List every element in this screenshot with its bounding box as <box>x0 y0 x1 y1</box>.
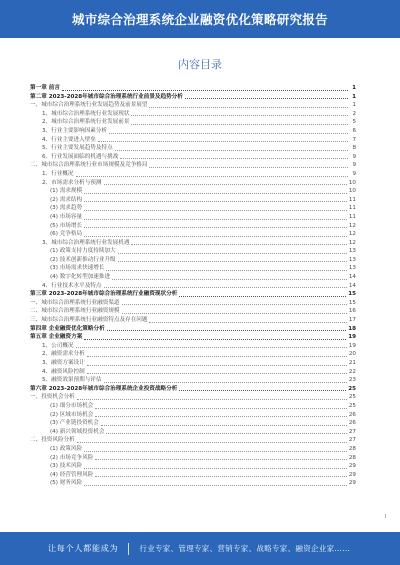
toc-leader-dots <box>118 252 347 254</box>
toc-entry-page: 13 <box>348 248 356 255</box>
toc-entry-page: 13 <box>348 256 356 263</box>
toc-entry[interactable] <box>30 127 356 136</box>
toc-entry-page: 27 <box>348 437 356 444</box>
toc-entry-page: 25 <box>348 394 356 401</box>
toc-entry-page: 11 <box>348 213 356 220</box>
toc-entry-label: 第六章 2023-2028年城市综合治理系统企业投资战略分析 <box>30 385 178 392</box>
toc-entry-page: 25 <box>348 385 356 392</box>
toc-entry-label: 3、城市综合治理系统行业发展机遇 <box>42 239 130 246</box>
footer-slogan: 让每个人都能成为 <box>48 544 119 553</box>
toc-entry-page: 7 <box>352 136 356 143</box>
toc-entry[interactable] <box>30 419 356 428</box>
toc-entry[interactable] <box>30 230 356 239</box>
toc-entry-label: (2) 需求结构 <box>50 196 83 203</box>
toc-leader-dots <box>131 123 348 125</box>
toc-entry-label: 2、城市综合治理系统行业发展前景 <box>42 119 130 126</box>
toc-entry-label: (2) 市场竞争风险 <box>50 454 94 461</box>
toc-entry[interactable] <box>30 454 356 463</box>
toc-entry-page: 27 <box>348 428 356 435</box>
toc-entry[interactable] <box>30 316 356 325</box>
toc-leader-dots <box>87 372 347 374</box>
toc-leader-dots <box>112 278 347 280</box>
toc-entry-page: 19 <box>348 342 356 349</box>
toc-entry-label: (1) 细分市场机会 <box>50 402 94 409</box>
toc-entry-page: 23 <box>348 377 356 384</box>
toc-entry[interactable] <box>30 479 356 488</box>
toc-entry-label: (3) 产业链投资机会 <box>50 420 99 427</box>
toc-entry-label: 第一章 前言 <box>30 85 60 91</box>
report-title: 城市综合治理系统企业融资优化策略研究报告 <box>71 12 328 27</box>
toc-entry[interactable] <box>30 264 356 273</box>
toc-leader-dots <box>77 441 347 443</box>
toc-entry[interactable] <box>30 256 356 265</box>
toc-entry[interactable] <box>30 273 356 282</box>
toc-leader-dots <box>84 218 347 220</box>
toc-entry[interactable] <box>30 93 356 102</box>
toc-entry-page: 28 <box>348 445 356 452</box>
toc-leader-dots <box>95 415 347 417</box>
toc-entry-page: 18 <box>348 325 356 332</box>
header-banner <box>0 0 400 38</box>
toc-entry-page: 5 <box>352 119 356 126</box>
toc-entry-label: (6) 竞争格局 <box>50 231 83 238</box>
toc-entry[interactable] <box>30 187 356 196</box>
toc-entry-page: 12 <box>348 239 356 246</box>
toc-entry-label: (1) 政策风险 <box>50 445 83 452</box>
toc-entry[interactable] <box>30 101 356 110</box>
toc-entry-label: 一、城市综合治理系统行业融资渠道 <box>30 299 120 306</box>
toc-entry[interactable] <box>30 110 356 119</box>
toc-leader-dots <box>77 398 347 400</box>
toc-leader-dots <box>120 157 348 159</box>
toc-entry-label: 一、投资机会分析 <box>30 394 75 401</box>
toc-leader-dots <box>95 407 347 409</box>
toc-entry[interactable] <box>30 350 356 359</box>
toc-entry-page: 29 <box>348 463 356 470</box>
toc-entry-page: 9 <box>352 170 356 177</box>
toc-entry[interactable] <box>30 393 356 402</box>
toc-entry-label: 1、公司概况 <box>42 342 74 349</box>
toc-entry[interactable] <box>30 161 356 170</box>
toc-leader-dots <box>76 175 348 177</box>
toc-entry-label: (2) 技术创新推动行业升级 <box>50 256 116 263</box>
toc-leader-dots <box>122 312 347 314</box>
toc-entry-page: 6 <box>352 127 356 134</box>
toc-entry[interactable] <box>30 213 356 222</box>
table-of-contents <box>30 84 356 488</box>
toc-entry-page: 1 <box>352 102 356 109</box>
toc-leader-dots <box>107 329 347 331</box>
toc-leader-dots <box>84 209 347 211</box>
toc-entry-page: 15 <box>348 299 356 306</box>
toc-entry[interactable] <box>30 359 356 368</box>
toc-leader-dots <box>179 295 346 297</box>
footer-divider <box>128 543 129 555</box>
toc-entry-label: (5) 财务风险 <box>50 480 83 487</box>
toc-entry-label: (4) 经营管理风险 <box>50 471 94 478</box>
toc-leader-dots <box>104 286 347 288</box>
toc-entry-label: 1、城市综合治理系统行业发展现状 <box>42 110 130 117</box>
toc-entry-label: 4、融资风险控制 <box>42 368 85 375</box>
toc-entry-label: 二、投资风险分析 <box>30 437 75 444</box>
toc-entry-label: 第三章 2023-2028年城市综合治理系统行业融资现状分析 <box>30 291 178 298</box>
toc-entry[interactable] <box>30 196 356 205</box>
toc-entry-label: 一、城市综合治理系统行业发展趋势及前景展望 <box>30 102 148 109</box>
toc-entry[interactable] <box>30 290 356 299</box>
footer-roles: 行业专家、管理专家、营销专家、战略专家、融资企业家…… <box>139 544 351 553</box>
toc-entry-label: 第五章 企业融资方案 <box>30 334 83 341</box>
toc-entry-page: 17 <box>348 317 356 324</box>
toc-leader-dots <box>84 450 347 452</box>
toc-heading: 内容目录 <box>178 58 222 71</box>
toc-entry-page: 13 <box>348 265 356 272</box>
toc-entry-page: 8 <box>352 145 356 152</box>
toc-entry[interactable] <box>30 204 356 213</box>
toc-entry-page: 21 <box>348 360 356 366</box>
toc-entry-label: 4、行业主要进入壁垒 <box>42 136 96 143</box>
toc-entry[interactable] <box>30 84 356 93</box>
toc-leader-dots <box>104 381 347 383</box>
toc-leader-dots <box>62 89 348 91</box>
toc-leader-dots <box>84 226 347 228</box>
toc-entry-label: 3、融资方案设计 <box>42 360 85 366</box>
footer-banner <box>0 532 400 565</box>
toc-entry-page: 19 <box>348 334 356 341</box>
toc-leader-dots <box>76 346 347 348</box>
toc-leader-dots <box>122 303 347 305</box>
toc-entry[interactable] <box>30 342 356 351</box>
toc-entry-page: 28 <box>348 454 356 461</box>
toc-entry-label: (4) 数字化转型加速推进 <box>50 274 111 281</box>
toc-leader-dots <box>149 106 348 108</box>
toc-entry-label: 5、融资效果预期与评估 <box>42 377 102 384</box>
toc-entry-page: 22 <box>348 368 356 375</box>
toc-leader-dots <box>131 114 348 116</box>
toc-leader-dots <box>106 432 346 434</box>
toc-entry[interactable] <box>30 428 356 437</box>
toc-leader-dots <box>87 355 347 357</box>
toc-entry[interactable] <box>30 170 356 179</box>
toc-entry-label: (3) 需求趋势 <box>50 205 83 212</box>
toc-leader-dots <box>149 321 346 323</box>
toc-entry[interactable] <box>30 222 356 231</box>
toc-entry-page: 14 <box>348 282 356 289</box>
toc-leader-dots <box>84 200 347 202</box>
toc-entry[interactable] <box>30 239 356 248</box>
toc-entry[interactable] <box>30 462 356 471</box>
toc-leader-dots <box>118 260 347 262</box>
toc-leader-dots <box>101 424 347 426</box>
toc-entry[interactable] <box>30 153 356 162</box>
toc-entry[interactable] <box>30 299 356 308</box>
toc-entry-label: (5) 市场增长 <box>50 222 83 229</box>
toc-entry-page: 26 <box>348 411 356 418</box>
toc-entry-label: (3) 市场需求快速增长 <box>50 265 105 272</box>
toc-leader-dots <box>149 166 348 168</box>
toc-entry[interactable] <box>30 471 356 480</box>
toc-entry-page: 29 <box>348 471 356 478</box>
toc-entry-page: 2 <box>352 110 356 117</box>
toc-entry-page: 16 <box>348 308 356 315</box>
toc-entry-label: 三、城市综合治理系统行业融资特点及存在问题 <box>30 317 148 324</box>
toc-leader-dots <box>95 458 347 460</box>
toc-entry-page: 1 <box>352 85 356 91</box>
toc-entry-page: 20 <box>348 351 356 358</box>
toc-entry[interactable] <box>30 402 356 411</box>
toc-entry-label: 4、行业技术水平及特点 <box>42 282 102 289</box>
toc-entry-page: 25 <box>348 402 356 409</box>
toc-entry[interactable] <box>30 368 356 377</box>
toc-entry[interactable] <box>30 307 356 316</box>
toc-entry-label: 第四章 企业融资优化策略分析 <box>30 325 105 332</box>
toc-leader-dots <box>84 338 346 340</box>
toc-entry-page: 9 <box>352 162 356 169</box>
toc-leader-dots <box>109 132 348 134</box>
toc-entry-label: 1、行业概况 <box>42 170 74 177</box>
toc-entry-label: 第二章 2023-2028年城市综合治理系统行业前景及趋势分析 <box>30 93 183 100</box>
toc-entry-page: 12 <box>348 231 356 238</box>
toc-entry[interactable] <box>30 325 356 334</box>
toc-entry-label: (3) 技术风险 <box>50 463 83 470</box>
toc-entry-label: (2) 区域市场机会 <box>50 411 94 418</box>
toc-entry[interactable] <box>30 247 356 256</box>
toc-entry[interactable] <box>30 282 356 291</box>
toc-entry-label: 3、行业主要影响因素分析 <box>42 127 108 134</box>
toc-leader-dots <box>87 364 347 366</box>
toc-entry[interactable] <box>30 136 356 145</box>
toc-leader-dots <box>98 140 348 142</box>
toc-entry-page: 29 <box>348 480 356 487</box>
toc-entry-label: 二、城市综合治理系统行业融资规模 <box>30 308 120 315</box>
toc-entry-page: 15 <box>348 291 356 298</box>
toc-entry[interactable] <box>30 385 356 394</box>
toc-entry-label: 5、行业主要发展趋势及特点 <box>42 145 113 152</box>
toc-entry-label: (1) 政策支持力度持续加大 <box>50 248 116 255</box>
toc-entry-label: 6、行业发展面临的机遇与挑战 <box>42 153 119 160</box>
toc-entry-page: 12 <box>348 222 356 229</box>
toc-leader-dots <box>185 97 348 99</box>
toc-entry-label: (4) 新兴领域投资机会 <box>50 428 105 435</box>
toc-leader-dots <box>115 149 348 151</box>
page-number: I <box>384 514 386 520</box>
toc-entry-page: 10 <box>348 179 356 186</box>
toc-entry[interactable] <box>30 144 356 153</box>
toc-entry-label: 二、城市综合治理系统行业市场规模及竞争格局 <box>30 162 148 169</box>
toc-entry-page: 14 <box>348 274 356 281</box>
toc-entry[interactable] <box>30 376 356 385</box>
toc-entry[interactable] <box>30 118 356 127</box>
toc-entry[interactable] <box>30 333 356 342</box>
toc-leader-dots <box>131 243 346 245</box>
toc-entry-page: 10 <box>348 188 356 195</box>
toc-entry[interactable] <box>30 445 356 454</box>
toc-entry-page: 9 <box>352 153 356 160</box>
toc-leader-dots <box>84 467 347 469</box>
toc-entry-label: 2、融资需求分析 <box>42 351 85 358</box>
toc-leader-dots <box>84 235 347 237</box>
toc-entry-label: 2、市场需求分析与预测 <box>42 179 102 186</box>
toc-leader-dots <box>84 192 347 194</box>
toc-entry-label: (4) 市场容量 <box>50 213 83 220</box>
toc-entry-page: 11 <box>348 205 356 212</box>
toc-leader-dots <box>106 269 346 271</box>
toc-leader-dots <box>84 484 347 486</box>
toc-entry[interactable] <box>30 436 356 445</box>
toc-entry-page: 26 <box>348 420 356 427</box>
toc-entry-page: 11 <box>348 196 356 203</box>
toc-leader-dots <box>95 475 347 477</box>
toc-leader-dots <box>179 389 346 391</box>
toc-entry-page: 1 <box>352 93 356 100</box>
toc-leader-dots <box>104 183 347 185</box>
toc-entry[interactable] <box>30 179 356 188</box>
toc-entry-label: (1) 需求规模 <box>50 188 83 195</box>
toc-entry[interactable] <box>30 411 356 420</box>
